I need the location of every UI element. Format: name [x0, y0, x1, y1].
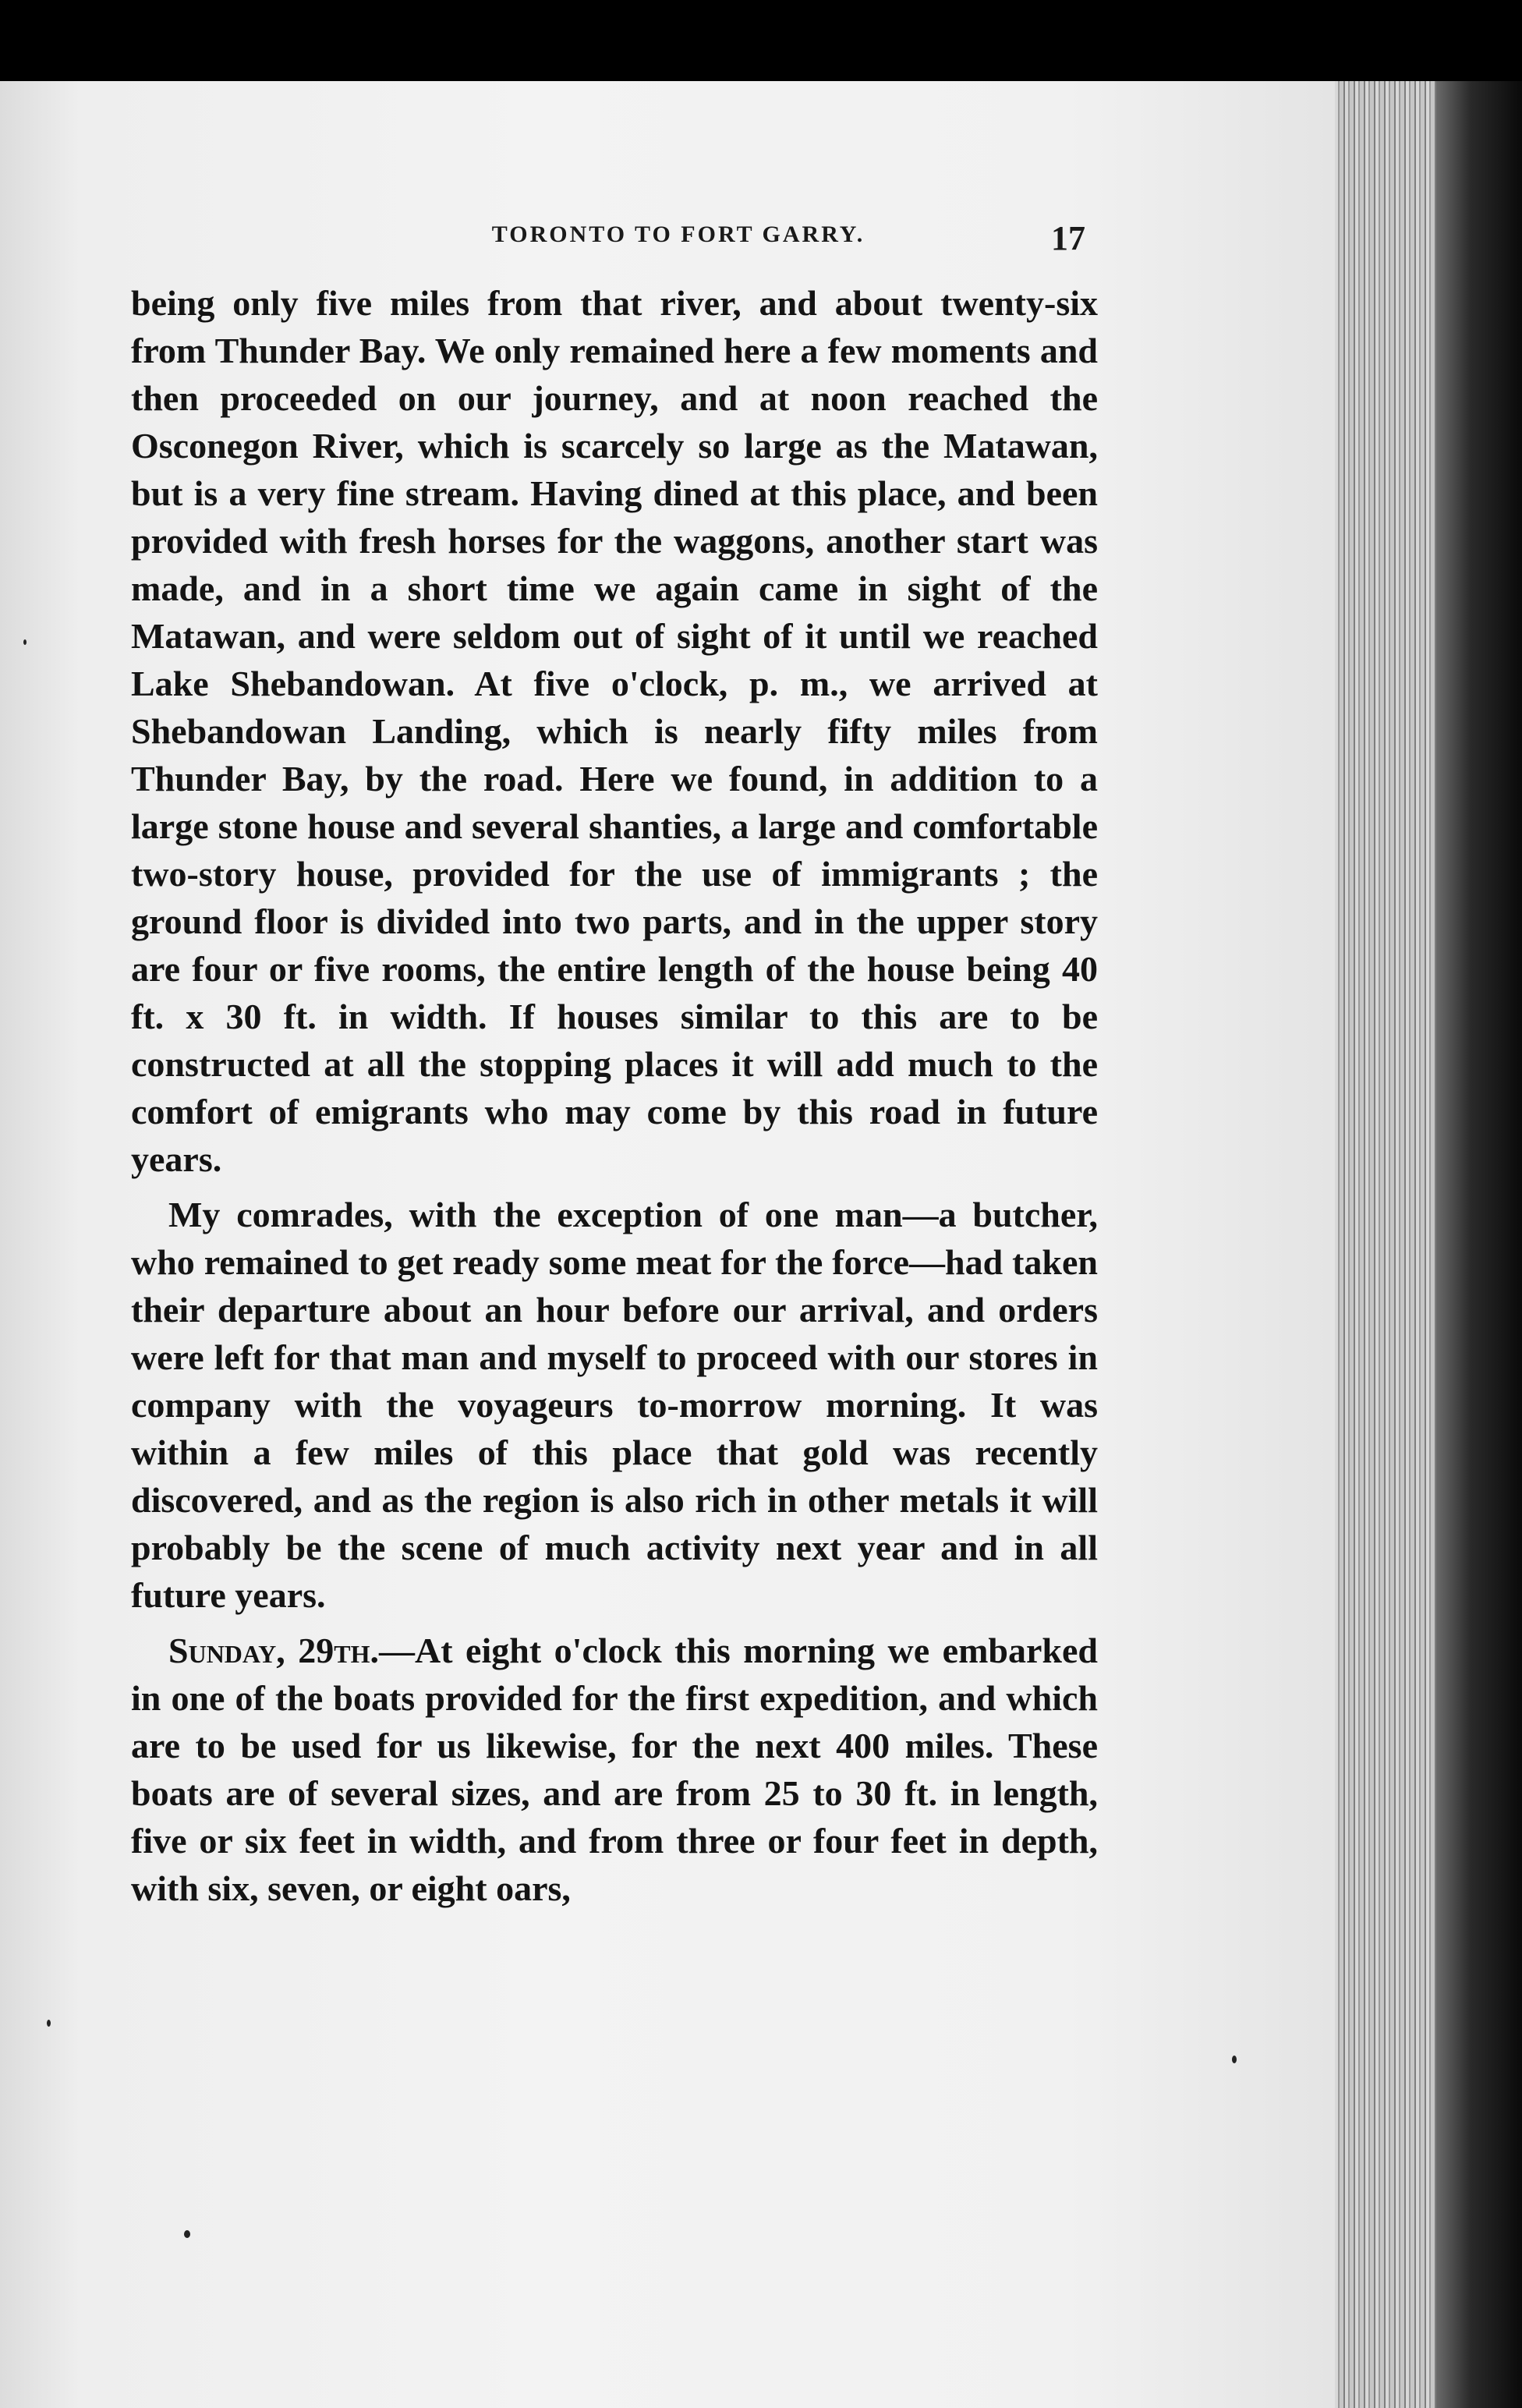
scan-speck	[184, 2230, 190, 2238]
scan-speck	[23, 639, 27, 645]
paragraph-1: being only five miles from that river, and about twenty-six from Thunder Bay. We only remained here a few moments and then proceeded on our journey, and at noon reached the Osconegon River, which is scarcely so large as the Matawan, but is a very fine stream. Having dined at this place, and been provided with fresh horses for the waggons, another start was made, and in a short time we again came in sight of the Matawan, and were seldom out of sight of it until we reached Lake Shebandowan. At five o'clock, p. m., we arrived at Shebandowan Landing, which is nearly fifty miles from Thunder Bay, by the road. Here we found, in addition to a large stone house and several shanties, a large and comfortable two-story house, provided for the use of immigrants ; the ground floor is divided into two parts, and in the upper story are four or five rooms, the entire length of the house being 40 ft. x 30 ft. in width. If houses similar to this are to be constructed at all the stopping places it will add much to the comfort of emigrants who may come by this road in future years.	[131, 283, 1098, 1179]
scan-speck	[1232, 2056, 1237, 2063]
paragraph-3-lead: Sunday, 29th.	[168, 1631, 379, 1670]
scan-border-top	[0, 0, 1522, 81]
page-number: 17	[1051, 219, 1085, 257]
book-page-edges	[1335, 81, 1436, 2408]
body-text	[131, 279, 1098, 1912]
scan-speck	[47, 2020, 51, 2027]
paragraph-3-text: —At eight o'clock this morning we embarked in one of the boats provided for the first expedition, and which are to be used for us likewise, for the next 400 miles. These boats are of several sizes, and are from 25 to 30 ft. in length, five or six feet in width, and from three or four feet in depth, with six, seven, or eight oars,	[131, 1631, 1098, 1908]
running-head: TORONTO TO FORT GARRY.	[491, 221, 865, 247]
book-spine-shadow	[1436, 81, 1522, 2408]
paragraph-2: My comrades, with the exception of one man—a butcher, who remained to get ready some meat for the force—had taken their departure about an hour before our arrival, and orders were left for that man and myself to proceed with our stores in company with the voyageurs to-morrow morning. It was within a few miles of this place that gold was recently discovered, and as the region is also rich in other metals it will probably be the scene of much activity next year and in all future years.	[131, 1195, 1098, 1615]
paragraph-3	[131, 1627, 1098, 1912]
